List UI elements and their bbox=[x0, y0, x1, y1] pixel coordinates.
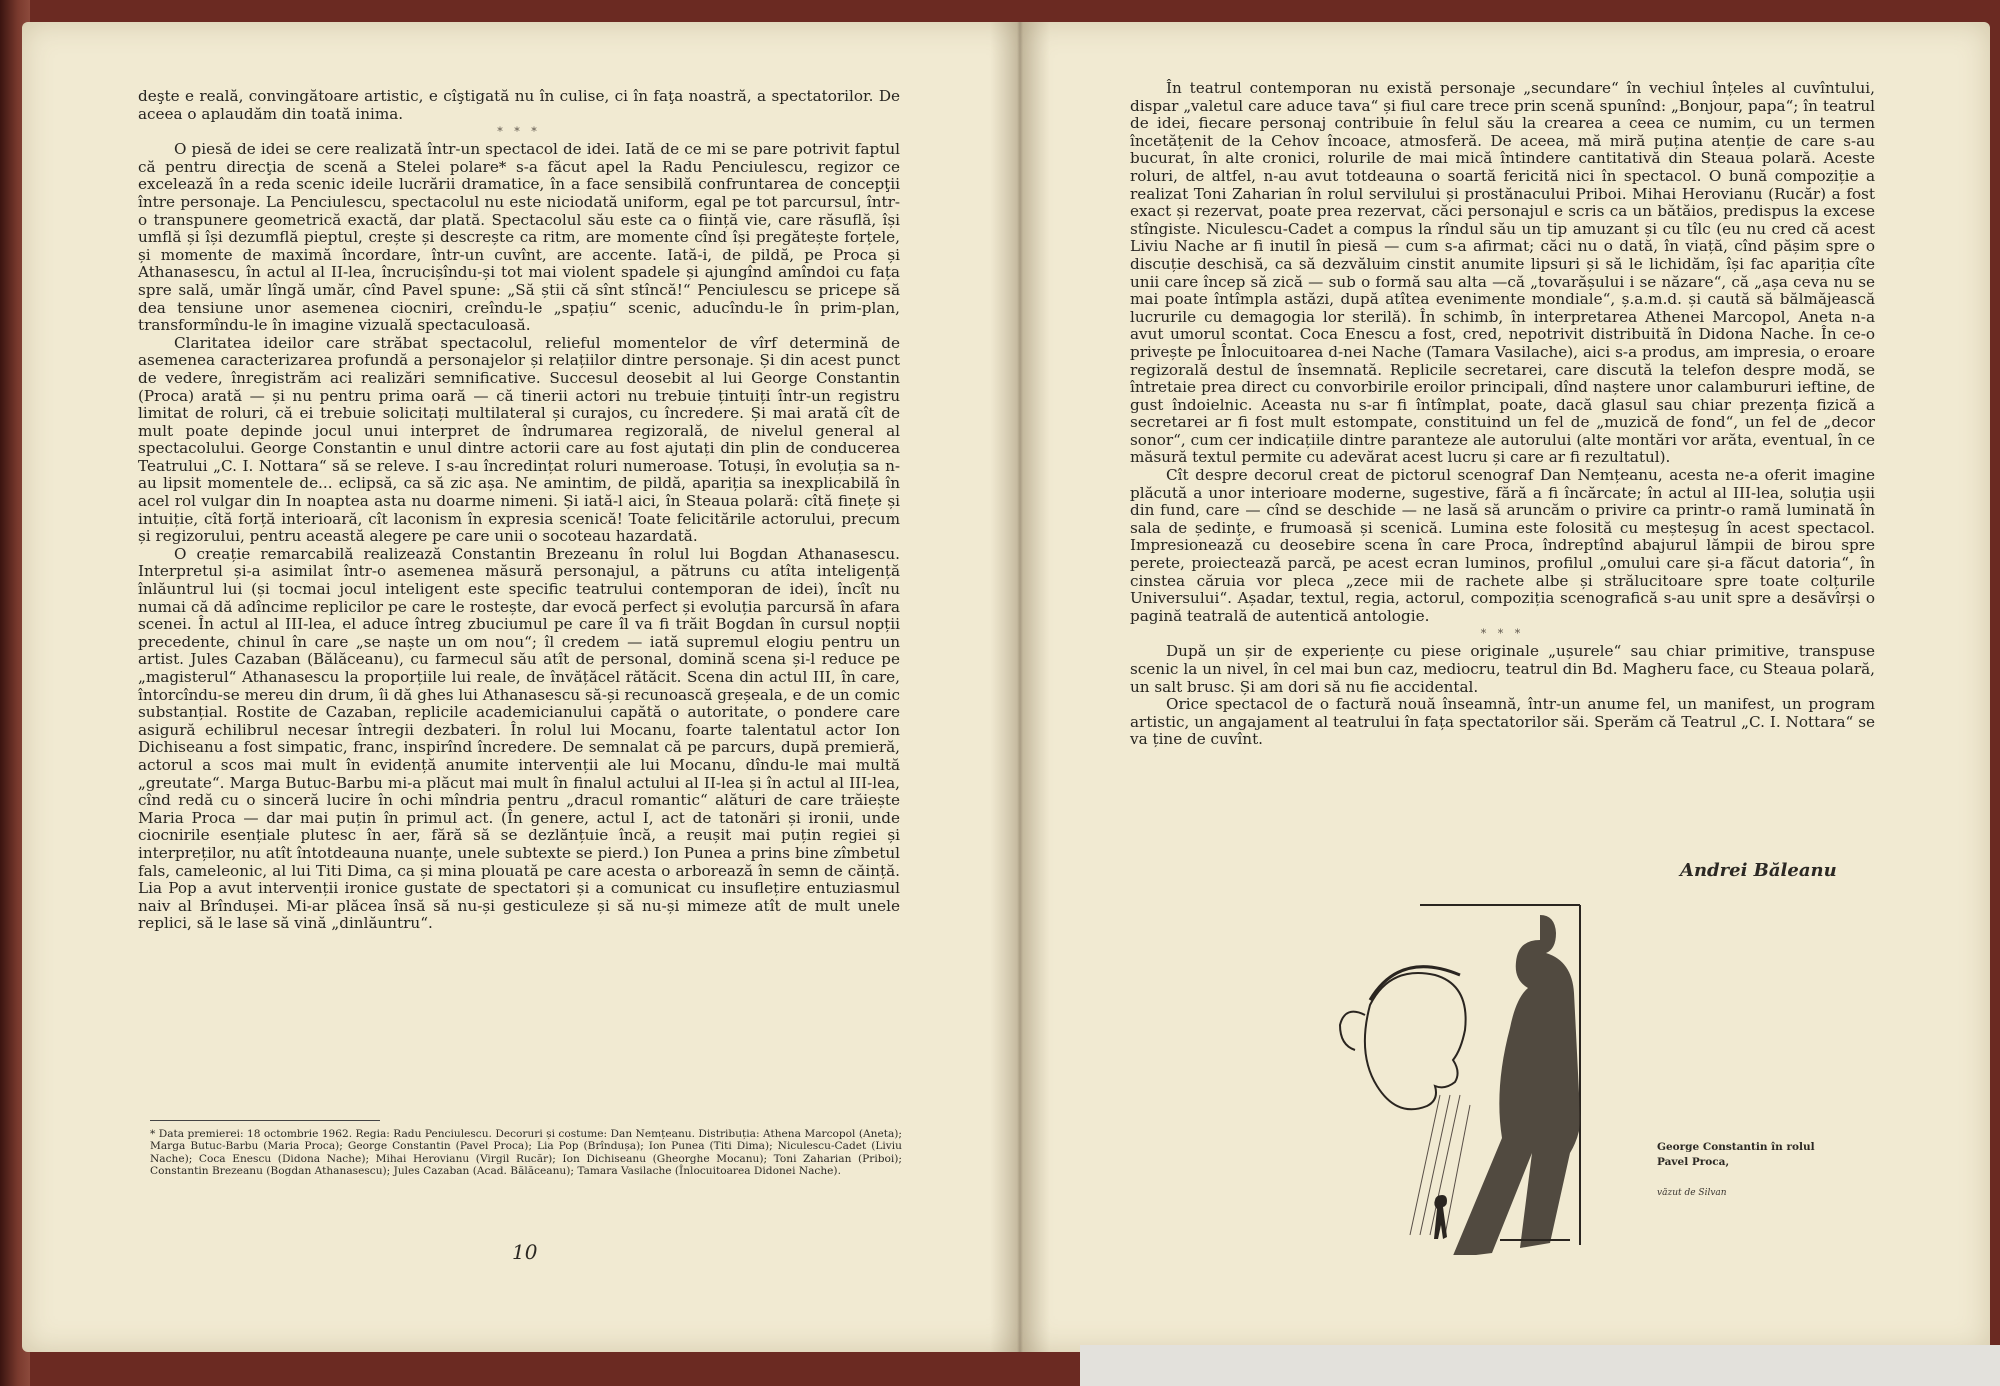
paragraph: Orice spectacol de o factură nouă înseamnă, într-un anume fel, un manifest, un program artistic, un angajament al teatrului în fața spectatorilor săi. Sperăm că Teatrul „C. I. Nottara“ se va ține de cuvînt. bbox=[1130, 695, 1875, 749]
paragraph: deşte e reală, convingătoare artistic, e cîştigată nu în culise, ci în faţa noastră, a spectatorilor. De aceea o aplaudăm din toată inima. bbox=[138, 87, 900, 123]
paragraph: După un șir de experiențe cu piese originale „ușurele“ sau chiar primitive, transpuse scenic la un nivel, în cel mai bun caz, mediocru, teatrul din Bd. Magheru face, cu Steaua polară, un salt brusc. Și am dori să nu fie accidental. bbox=[1130, 642, 1875, 696]
book-gutter bbox=[990, 22, 1050, 1352]
actor-sketch-illustration bbox=[1330, 895, 1630, 1255]
left-page-text bbox=[138, 88, 900, 933]
page-number: 10 bbox=[512, 1240, 538, 1264]
paragraph: Cît despre decorul creat de pictorul scenograf Dan Nemțeanu, acesta ne-a oferit imagine plăcută a unor interioare moderne, sugestive, fără a fi încărcate; în actul al III-lea, soluția ușii din fund, care — cînd se deschide — ne lasă să aruncăm o privire ca printr-o ramă luminată în sala de ședințe, e frumoasă și scenică. Lumina este folosită cu meșteșug în acest spectacol. Impresionează cu deosebire scena în care Proca, îndreptînd abajurul lămpii de birou spre perete, proiectează parcă, pe acest ecran luminos, profilul „omului care și-a făcut datoria“, în cinstea căruia vor pleca „zece mii de rachete albe și strălucitoare spre toate colțurile Universului“. Așadar, textul, regia, actorul, compoziția scenografică s-au unit spre a desăvîrși o pagină teatrală de autentică antologie. bbox=[1130, 466, 1875, 625]
paragraph: Claritatea ideilor care străbat spectacolul, relieful momentelor de vîrf determină de asemenea caracterizarea profundă a personajelor și relațiilor dintre personaje. Și din acest punct de vedere, înregistrăm aci realizări semnificative. Succesul deosebit al lui George Constantin (Proca) arată — și nu pentru prima oară — că tinerii actori nu trebuie țintuiți într-un registru limitat de roluri, că ei trebuie solicitați multilateral și curajos, cu încredere. Și mai arată cît de mult poate depinde jocul unui interpret de îndrumarea regizorală, de nivelul general al spectacolului. George Constantin e unul dintre actorii care au fost ajutați din plin de conducerea Teatrului „C. I. Nottara“ să se releve. I s-au încredințat roluri numeroase. Totuși, în evoluția sa n-au lipsit momentele de... eclipsă, ca să zic așa. Ne amintim, de pildă, apariția sa inexplicabilă în acel rol vulgar din In noaptea asta nu doarme nimeni. Și iată-l aici, în Steaua polară: cîtă finețe și intuiție, cîtă forță interioară, cît laconism în expresia scenică! Toate felicitările actorului, precum și regizorului, pentru această alegere pe care unii o socoteau hazardată. bbox=[138, 333, 900, 546]
section-separator: * * * bbox=[1480, 627, 1525, 641]
face-profile bbox=[1365, 973, 1466, 1109]
right-page-text bbox=[1130, 80, 1875, 749]
footnote-rule bbox=[150, 1120, 380, 1121]
paragraph: În teatrul contemporan nu există personaje „secundare“ în vechiul înțeles al cuvîntului, dispar „valetul care aduce tava“ și fiul care trece prin scenă spunînd: „Bonjour, papa“; în teatrul de idei, fiecare personaj contribuie în felul său la crearea a ceea ce numim, cu un termen încetățenit de la Cehov încoace, atmosferă. De aceea, mă miră puțina atenție de care s-au bucurat, în alte cronici, rolurile de mai mică întindere cantitativă din Steaua polară. Aceste roluri, de altfel, n-au avut totdeauna o soartă fericită nici în spectacol. O bună compoziție a realizat Toni Zaharian în rolul servilului și prostănacului Priboi. Mihai Herovianu (Rucăr) a fost exact și rezervat, poate prea rezervat, căci personajul e scris ca un bătăios, predispus la excese stîngiste. Niculescu-Cadet a compus la rîndul său un tip amuzant și cu tîlc (eu nu cred că acest Liviu Nache ar fi inutil în piesă — cum s-a afirmat; căci nu o dată, în viață, cînd pășim spre o discuție deschisă, ca să dezvăluim cinstit anumite lipsuri și să le lichidăm, își fac apariția cîte unii care încep să zică — sub o formă sau alta —că „tovarășului i se năzare“, că „așa ceva nu se mai poate întîmpla astăzi, după atîtea evenimente mondiale“, ș.a.m.d. și caută să bălmăjească lucrurile cu demagogia lor sterilă). În schimb, în interpretarea Athenei Marcopol, Aneta n-a avut umorul scontat. Coca Enescu a fost, cred, nepotrivit distribuită în Didona Nache. În ce-o privește pe Înlocuitoarea d-nei Nache (Tamara Vasilache), aici s-a produs, am impresia, o eroare regizorală destul de însemnată. Replicile secretarei, care discută la telefon despre modă, se întretaie prea direct cu convorbirile eroilor principali, dînd naștere unor calambururi ieftine, de gust îndoielnic. Aceasta nu s-ar fi întîmplat, poate, dacă glasul sau chiar prezența fizică a secretarei ar fi fost mult estompate, constituind un fel de „muzică de fond“, un fel de „decor sonor“, cum cer indicațiile dintre paranteze ale autorului (alte montări vor arăta, eventual, în ce măsură textul permite cu adevărat acest lucru și care ar fi rezultatul). bbox=[1130, 79, 1875, 467]
paragraph: O creație remarcabilă realizează Constantin Brezeanu în rolul lui Bogdan Athanasescu. Interpretul și-a asimilat într-o asemenea măsură personajul, a pătruns cu atîta inteligență înlăuntrul lui (și tocmai jocul inteligent este specific teatrului contemporan de idei), încît nu numai că dă adîncime replicilor pe care le rostește, dar evocă perfect și evoluția parcursă în afara scenei. În actul al III-lea, el aduce întreg zbuciumul pe care îl va fi trăit Bogdan în cursul nopții precedente, chinul în care „se naște un om nou“; îl credem — iată supremul elogiu pentru un artist. Jules Cazaban (Bălăceanu), cu farmecul său atît de personal, domină scena și-l reduce pe „magisterul“ Athanasescu la proporțiile lui reale, de învățăcel rătăcit. Scena din actul III, în care, întorcîndu-se mereu din drum, îi dă ghes lui Athanasescu să-și recunoască greșeala, e de un comic substanțial. Rostite de Cazaban, replicile academicianului capătă o autoritate, o pondere care asigură echilibrul necesar întregii dezbateri. În rolul lui Mocanu, foarte talentatul actor Ion Dichiseanu a fost simpatic, franc, inspirînd încredere. De semnalat că pe parcurs, după premieră, actorul a scos mai mult în evidență anumite intervenții ale lui Mocanu, dîndu-le mai multă „greutate“. Marga Butuc-Barbu mi-a plăcut mai mult în finalul actului al II-lea și în actul al III-lea, cînd redă cu o sinceră lucire în ochi mîndria pentru „dracul romantic“ alături de care trăiește Maria Proca — dar mai puțin în primul act. (În genere, actul I, act de tatonări și ironii, unde ciocnirile esențiale plutesc în aer, fără să se dezlănțuie încă, a reușit mai puțin regiei și interpreților, nu atît întotdeauna nuanțe, unele subtexte se pierd.) Ion Punea a prins bine zîmbetul fals, cameleonic, al lui Titi Dima, ca și mina plouată pe care acesta o arborează în semn de căință. Lia Pop a avut intervenții ironice gustate de spectatori și a comunicat cu insuflețire entuziasmul naiv al Brîndușei. Mi-ar plăcea însă să nu-și gesticuleze și să nu-și mimeze atît de mult unele replici, să le lase să vină „dinlăuntru“. bbox=[138, 544, 900, 933]
ear-outline bbox=[1340, 1012, 1365, 1050]
hair-outline bbox=[1370, 967, 1460, 1000]
caption-line: Pavel Proca, bbox=[1657, 1156, 1730, 1168]
section-separator: * * * bbox=[497, 125, 541, 139]
small-figure bbox=[1434, 1195, 1447, 1239]
background-surface bbox=[1080, 1345, 2000, 1386]
footnote: * Data premierei: 18 octombrie 1962. Regia: Radu Penciulescu. Decoruri și costume: Dan Nemțeanu. Distribuția: Athena Marcopol (Aneta); Marga Butuc-Barbu (Maria Proca); George Constantin (Pavel Proca); Lia Pop (Brîndușa); Ion Punea (Titi Dima); Niculescu-Cadet (Liviu Nache); Coca Enescu (Didona Nache); Mihai Herovianu (Virgil Rucăr); Ion Dichiseanu (Gheorghe Mocanu); Toni Zaharian (Priboi); Constantin Brezeanu (Bogdan Athanasescu); Jules Cazaban (Acad. Bălăceanu); Tamara Vasilache (Înlocuitoarea Didonei Nache). bbox=[150, 1128, 902, 1178]
standing-figure-silhouette bbox=[1452, 915, 1580, 1255]
caption-line: George Constantin în rolul bbox=[1657, 1141, 1815, 1153]
illustration-caption bbox=[1657, 1140, 1877, 1170]
paragraph: O piesă de idei se cere realizată într-un spectacol de idei. Iată de ce mi se pare potrivit faptul că pentru direcţia de scenă a Stelei polare* s-a făcut apel la Radu Penciulescu, regizor ce excelează în a reda scenic ideile lucrării dramatice, în a face sensibilă confruntarea de concepţii între personaje. La Penciulescu, spectacolul nu este niciodată uniform, egal pe tot parcursul, într-o transpunere geometrică exactă, dar plată. Spectacolul său este ca o ființă vie, care răsuflă, își umflă și își dezumflă pieptul, crește și descrește ca ritm, are momente cînd își pregătește forțele, și momente de maximă încordare, într-un cuvînt, are accente. Iată-i, de pildă, pe Proca și Athanasescu, în actul al II-lea, încrucișîndu-și tot mai violent spadele și ajungînd amîndoi cu fața spre sală, umăr lîngă umăr, cînd Pavel spune: „Să știi că sînt stîncă!“ Penciulescu se pricepe să dea tensiune unor asemenea ciocniri, creîndu-le „spațiu“ scenic, aducîndu-le în prim-plan, transformîndu-le în imagine vizuală spectaculoasă. bbox=[138, 140, 900, 335]
author-signature: Andrei Băleanu bbox=[1680, 860, 1837, 881]
illustration-credit: văzut de Silvan bbox=[1657, 1188, 1727, 1198]
